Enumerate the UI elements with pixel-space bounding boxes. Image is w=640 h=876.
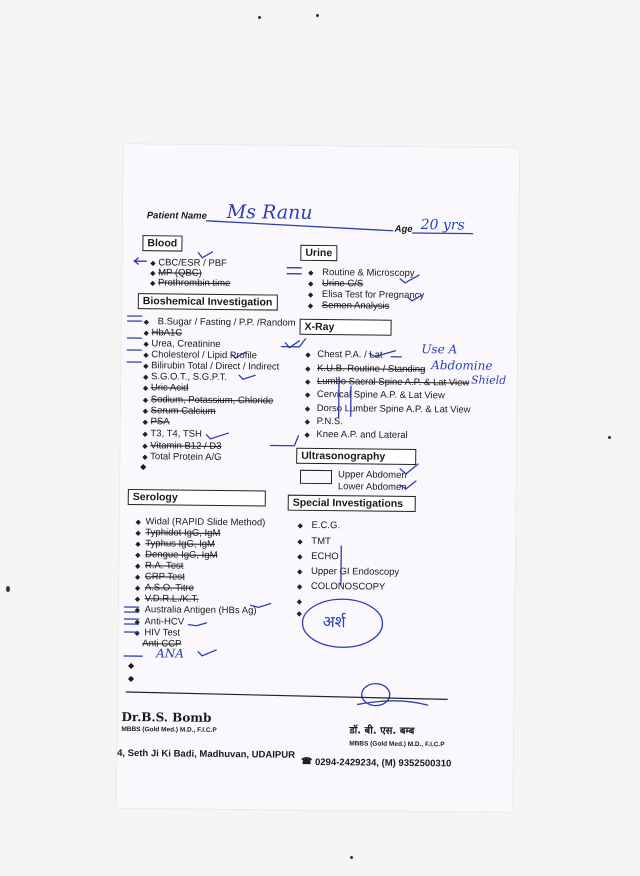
svg-text:◆: ◆ bbox=[134, 595, 141, 604]
blood-item-3: Prothrombin time bbox=[157, 277, 231, 290]
biochem-item-3: Urea, Creatinine bbox=[151, 338, 221, 350]
svg-text:◆: ◆ bbox=[150, 269, 156, 278]
biochem-item-9: Serum Calcium bbox=[150, 405, 216, 417]
svg-text:◆: ◆ bbox=[143, 351, 149, 360]
usg-heading: Ultrasonography bbox=[296, 448, 416, 465]
special-item-1: E.C.G. bbox=[311, 519, 341, 532]
xray-item-5: Dorso Lumber Spine A.P. & Lat View bbox=[316, 402, 471, 416]
age-value: 20 yrs bbox=[420, 217, 465, 234]
urine-item-2: Urine C/S bbox=[321, 278, 364, 290]
biochem-item-1: B.Sugar / Fasting / P.P. /Random bbox=[157, 316, 296, 329]
biochem-item-7: Uric Acid bbox=[150, 382, 189, 394]
serology-item-9: Australia Antigen (HBs Ag) bbox=[144, 604, 257, 617]
special-heading: Special Investigations bbox=[288, 495, 416, 512]
svg-text:◆: ◆ bbox=[297, 552, 303, 561]
doctor-quals-right: MBBS (Gold Med.) M.D., F.I.C.P bbox=[349, 740, 445, 749]
serology-item-4: Dengue IgG, IgM bbox=[145, 549, 218, 561]
svg-text:◆: ◆ bbox=[296, 567, 303, 576]
biochem-item-10: PSA bbox=[150, 416, 170, 428]
doctor-name-hi: डॉ. बी. एस. बम्ब bbox=[349, 725, 415, 738]
svg-text:◆: ◆ bbox=[142, 442, 148, 451]
svg-text:◆: ◆ bbox=[304, 390, 311, 399]
urine-item-3: Elisa Test for Pregnancy bbox=[321, 289, 425, 302]
patient-name-label: Patient Name bbox=[146, 210, 207, 222]
svg-text:◆: ◆ bbox=[142, 418, 149, 427]
svg-text:◆: ◆ bbox=[307, 290, 314, 299]
svg-text:◆: ◆ bbox=[307, 279, 314, 288]
svg-text:◆: ◆ bbox=[134, 573, 141, 582]
biochem-heading: Bioshemical Investigation bbox=[138, 293, 278, 310]
serology-item-7: A.S.O. Titre bbox=[144, 582, 195, 594]
serology-item-12: Anti CCP bbox=[142, 638, 182, 650]
svg-text:◆: ◆ bbox=[142, 453, 148, 462]
patient-name-value: Ms Ranu bbox=[226, 201, 313, 224]
svg-text:◆: ◆ bbox=[297, 537, 303, 546]
special-item-3: ECHO bbox=[311, 550, 339, 563]
svg-text:◆: ◆ bbox=[305, 350, 311, 359]
xray-note-2: Abdomine bbox=[431, 358, 493, 373]
xray-item-1: Chest P.A. / Lat bbox=[317, 348, 383, 361]
serology-item-3: Typhus IgG, IgM bbox=[145, 538, 216, 550]
serology-item-1: Widal (RAPID Slide Method) bbox=[145, 516, 266, 529]
svg-text:◆: ◆ bbox=[143, 373, 149, 382]
serology-item-6: CRP Test bbox=[144, 571, 185, 583]
svg-text:◆: ◆ bbox=[143, 318, 150, 327]
svg-text:◆: ◆ bbox=[134, 606, 141, 615]
serology-item-10: Anti-HCV bbox=[144, 616, 185, 628]
xray-item-7: Knee A.P. and Lateral bbox=[316, 428, 408, 441]
xray-item-2: K.U.B. Routine / Standing bbox=[317, 362, 426, 376]
svg-text:◆: ◆ bbox=[305, 364, 311, 373]
usg-item-2: Lower Abdomen bbox=[337, 481, 407, 493]
svg-text:◆: ◆ bbox=[142, 407, 149, 416]
biochem-item-12: Vitamin B12 / D3 bbox=[150, 440, 222, 452]
svg-text:◆: ◆ bbox=[297, 521, 303, 530]
biochem-item-13: Total Protein A/G bbox=[150, 451, 222, 463]
special-item-2: TMT bbox=[311, 535, 331, 548]
svg-text:◆: ◆ bbox=[134, 629, 140, 638]
svg-text:◆: ◆ bbox=[134, 618, 140, 627]
biochem-item-2: HbA1C bbox=[151, 327, 183, 339]
blood-item-2: MP (QBC) bbox=[158, 267, 202, 279]
special-item-5: COLONOSCOPY bbox=[310, 580, 386, 593]
serology-heading: Serology bbox=[128, 489, 266, 506]
blood-heading: Blood bbox=[142, 235, 182, 251]
serology-item-2: Typhidot IgG, IgM bbox=[145, 527, 221, 539]
svg-text:◆: ◆ bbox=[304, 417, 311, 426]
special-handwritten-mark: अर्श bbox=[322, 612, 346, 632]
svg-text:◆: ◆ bbox=[308, 268, 314, 277]
prescription-slip: Patient Name Ms Ranu Age 20 yrs Blood CBC/ESR / PBF MP (QBC) Prothrombin time Bioshemical Investigation B.Sugar / Fasting / P.P. /Random HbA1C Urea, Creatinine Cholesterol / Lipid Profile Bilirubin Total / Direct / Indirect S.G.O.T., S.G.P.T. Uric Acid Sodium, Potassium, Chloride Serum Calcium PSA T3, T4, TSH Vitamin B12 / D3 Total Protein A/G ◆ Urine Routine & Microscopy Urine C/S Elisa Test for Pregnancy Semen Analysis X-Ray Chest P.A. / Lat K.U.B. Routine / Standing Lumbo Sacral Spine A.P. & Lat View Cervical Spine A.P. & Lat View Dorso Lumber Spine A.P. & Lat View P.N.S. Knee A.P. and Lateral Use A Abdomine Shield Ultrasonography Upper Abdomen Lower Abdomen Serology Widal (RAPID Slide Method) Typhidot IgG, IgM Typhus IgG, IgM Dengue IgG, IgM R.A. Test CRP Test A.S.O. Titre V.D.R.L./K.T. Australia Antigen (HBs Ag) Anti-HCV HIV Test Anti CCP ANA ◆ ◆ Special Investigations E.C.G. TMT ECHO Upper GI Endoscopy COLONOSCOPY अर्श ◆ ◆ ◆ ◆ ◆ ◆ ◆ ◆ ◆ ◆ ◆ ◆ ◆ ◆ ◆ ◆ ◆ ◆ ◆ ◆ ◆ ◆ ◆ ◆ ◆ ◆ ◆ ◆ ◆ ◆ ◆ ◆ ◆ ◆ ◆ ◆ ◆ ◆ ◆ ◆ ◆ ◆ ◆ ◆ ◆ Dr.B.S. Bomb MBBS (Gold Med.) M.D., F.I.C.P डॉ. बी. एस. बम्ब MBBS (Gold Med.) M.D., F.I.C.P 4, Seth Ji Ki Badi, Madhuvan, UDAIPUR ☎ 0294-2429234, (M) 9352500310 bbox=[117, 144, 520, 812]
svg-text:◆: ◆ bbox=[143, 362, 149, 371]
svg-text:◆: ◆ bbox=[135, 562, 141, 571]
biochem-item-11: T3, T4, TSH bbox=[150, 428, 202, 440]
xray-item-3: Lumbo Sacral Spine A.P. & Lat View bbox=[316, 375, 470, 389]
xray-heading: X-Ray bbox=[299, 319, 391, 336]
biochem-item-6: S.G.O.T., S.G.P.T. bbox=[150, 371, 227, 384]
urine-heading: Urine bbox=[300, 245, 337, 261]
blood-item-1: CBC/ESR / PBF bbox=[158, 257, 227, 270]
svg-text:◆: ◆ bbox=[304, 404, 311, 413]
special-item-4: Upper GI Endoscopy bbox=[310, 565, 400, 578]
urine-item-1: Routine & Microscopy bbox=[322, 267, 415, 279]
svg-text:◆: ◆ bbox=[135, 551, 141, 560]
svg-text:◆: ◆ bbox=[304, 377, 311, 386]
doctor-quals-left: MBBS (Gold Med.) M.D., F.I.C.P bbox=[121, 725, 217, 734]
serology-item-8: V.D.R.L./K.T. bbox=[144, 593, 199, 605]
xray-note-3: Shield bbox=[470, 373, 507, 387]
biochem-item-8: Sodium, Potassium, Chloride bbox=[150, 394, 274, 407]
svg-text:◆: ◆ bbox=[142, 430, 148, 439]
svg-text:◆: ◆ bbox=[307, 301, 314, 310]
urine-item-4: Semen Analysis bbox=[321, 300, 390, 312]
svg-text:◆: ◆ bbox=[296, 582, 303, 591]
biochem-item-5: Bilirubin Total / Direct / Indirect bbox=[151, 360, 280, 373]
svg-text:◆: ◆ bbox=[150, 259, 156, 268]
svg-text:◆: ◆ bbox=[143, 329, 149, 338]
doctor-phone: 0294-2429234, (M) 9352500310 bbox=[314, 756, 452, 770]
svg-text:◆: ◆ bbox=[142, 384, 149, 393]
xray-item-6: P.N.S. bbox=[316, 415, 343, 428]
biochem-item-4: Cholesterol / Lipid Profile bbox=[151, 349, 257, 362]
usg-item-1: Upper Abdomen bbox=[337, 469, 407, 481]
svg-text:◆: ◆ bbox=[304, 430, 310, 439]
svg-text:◆: ◆ bbox=[149, 279, 156, 288]
svg-text:◆: ◆ bbox=[143, 340, 149, 349]
svg-text:◆: ◆ bbox=[296, 597, 303, 606]
serology-item-11: HIV Test bbox=[144, 627, 181, 639]
phone-icon: ☎ bbox=[300, 755, 313, 766]
serology-extra-ana: ANA bbox=[156, 646, 185, 661]
svg-text:◆: ◆ bbox=[142, 396, 149, 405]
doctor-name-en: Dr.B.S. Bomb bbox=[121, 709, 212, 725]
serology-item-5: R.A. Test bbox=[145, 560, 184, 572]
xray-note-1: Use A bbox=[421, 342, 458, 357]
doctor-address: 4, Seth Ji Ki Badi, Madhuvan, UDAIPUR bbox=[117, 747, 296, 761]
svg-text:◆: ◆ bbox=[296, 609, 303, 618]
svg-text:◆: ◆ bbox=[135, 540, 141, 549]
svg-text:◆: ◆ bbox=[135, 518, 141, 527]
xray-item-4: Cervical Spine A.P. & Lat View bbox=[316, 388, 445, 402]
svg-text:◆: ◆ bbox=[134, 584, 141, 593]
age-label: Age bbox=[394, 223, 413, 235]
svg-text:◆: ◆ bbox=[135, 529, 141, 538]
